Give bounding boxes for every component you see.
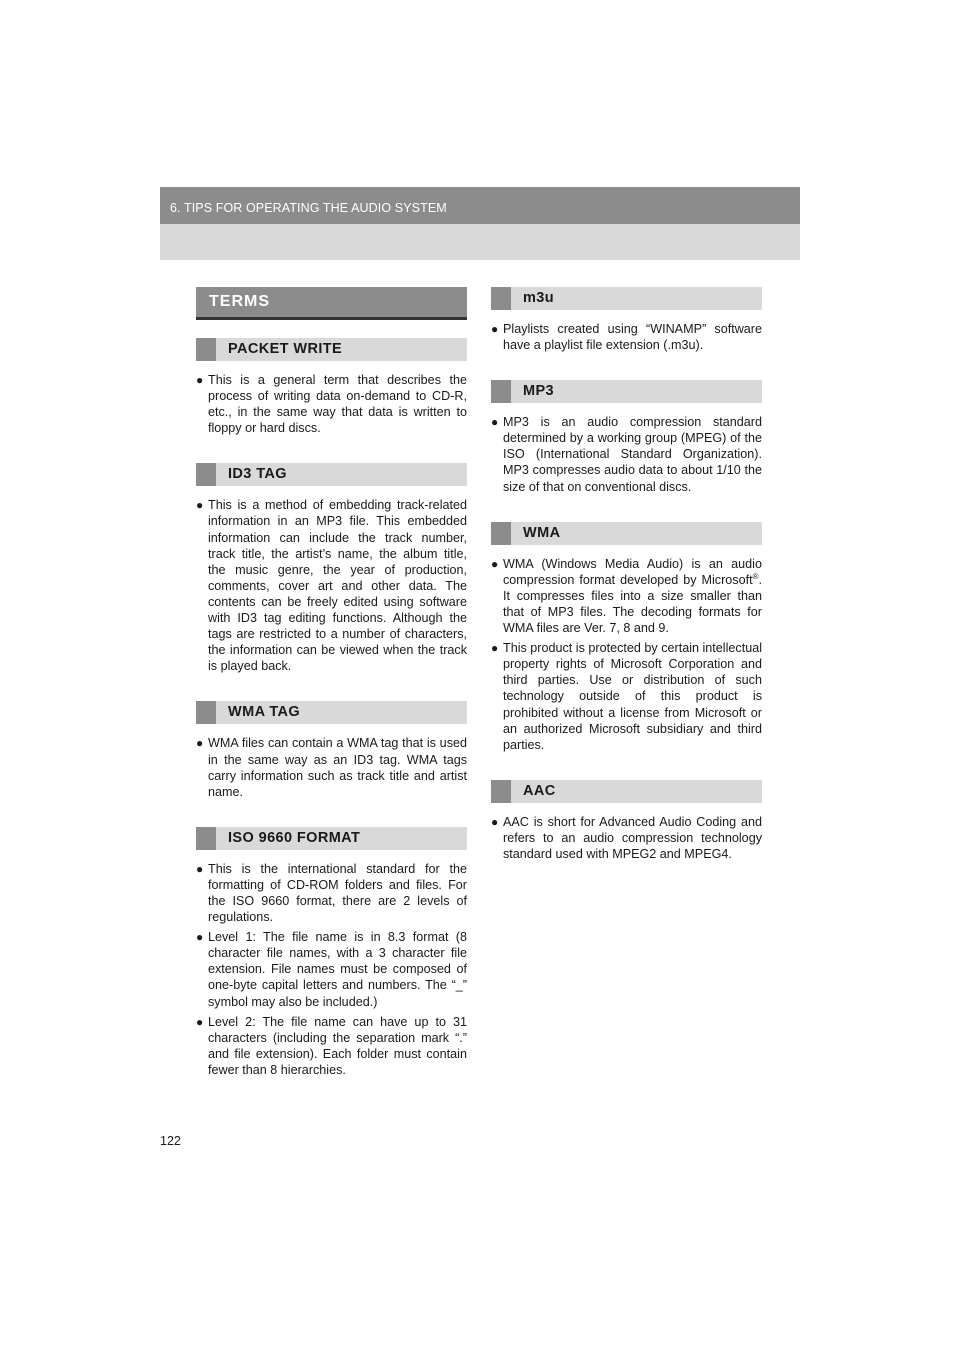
bullet-icon: ●: [491, 556, 499, 571]
registered-mark: ®: [752, 571, 759, 581]
section-heading-iso-9660-format: ISO 9660 FORMAT: [196, 827, 467, 850]
section-heading-m3u: m3u: [491, 287, 762, 310]
section-heading-mp3: MP3: [491, 380, 762, 403]
bullet-icon: ●: [196, 930, 204, 945]
list-item: ● MP3 is an audio compression standard determined by a working group (MPEG) of the ISO (International Standard Organization). MP3 compresses audio data to about 1/10 the size of that on conventional discs.: [491, 415, 762, 494]
bullet-icon: ●: [196, 861, 204, 876]
bullet-icon: ●: [196, 373, 204, 387]
list-item: ● Playlists created using “WINAMP” software have a playlist file extension (.m3u).: [491, 322, 762, 353]
chapter-title: 6. TIPS FOR OPERATING THE AUDIO SYSTEM: [170, 201, 447, 215]
bullet-icon: ●: [491, 322, 499, 336]
bullet-icon: ●: [491, 814, 499, 829]
list-item: ● AAC is short for Advanced Audio Coding and refers to an audio compression technology standard used with MPEG2 and MPEG4.: [491, 814, 762, 861]
bullet-icon: ●: [196, 1014, 204, 1029]
section-heading-wma-tag: WMA TAG: [196, 701, 467, 724]
left-column: [196, 287, 467, 1078]
bullet-icon: ●: [491, 415, 499, 430]
bullet-icon: ●: [491, 641, 499, 656]
right-column: [491, 287, 762, 862]
list-item: ● Level 2: The file name can have up to 31 characters (including the separation mark “.” and file extension). Each folder must contain fewer than 8 hierarchies.: [196, 1014, 467, 1077]
list-item: ● This is a general term that describes the process of writing data on-demand to CD-R, etc., in the same way that data is written to floppy or hard discs.: [196, 373, 467, 436]
list-item: ● This product is protected by certain intellectual property rights of Microsoft Corporation and third parties. Use or distribution of such technology outside of this product is prohibited without a license from Microsoft or an authorized Microsoft subsidiary and third parties.: [491, 641, 763, 752]
section-heading-aac: AAC: [491, 780, 762, 803]
chapter-header: [160, 187, 800, 260]
section-heading-id3-tag: ID3 TAG: [196, 463, 467, 486]
chapter-header-band: [160, 187, 800, 224]
terms-heading: TERMS: [196, 287, 467, 320]
list-item: ● This is a method of embedding track-related information in an MP3 file. This embedded information can include the track number, track title, the artist’s name, the album title, the music genre, the year of production, comments, cover art and other data. The contents can be freely edited using software with ID3 tag editing functions. Although the tags are restricted to a number of characters, the information can be viewed when the track is played back.: [196, 498, 467, 674]
list-item: ● This is the international standard for the formatting of CD-ROM folders and files. For the ISO 9660 format, there are 2 levels of regulations.: [196, 861, 467, 925]
list-item: ● WMA files can contain a WMA tag that is used in the same way as an ID3 tag. WMA tags carry information such as track title and artist name.: [196, 736, 467, 799]
list-item: ● WMA (Windows Media Audio) is an audio compression format developed by Microsoft®. It compresses files into a size smaller than that of MP3 files. The decoding formats for WMA files are Ver. 7, 8 and 9.: [491, 556, 762, 636]
section-heading-wma: WMA: [491, 522, 762, 545]
section-heading-packet-write: PACKET WRITE: [196, 338, 467, 361]
bullet-icon: ●: [196, 736, 204, 751]
bullet-icon: ●: [196, 498, 204, 513]
list-item: ● Level 1: The file name is in 8.3 format (8 character file names, with a 3 character file extension. File names must be composed of one-byte capital letters and numbers. The “_” symbol may also be included.): [196, 930, 467, 1009]
page-number: 122: [160, 1134, 181, 1148]
